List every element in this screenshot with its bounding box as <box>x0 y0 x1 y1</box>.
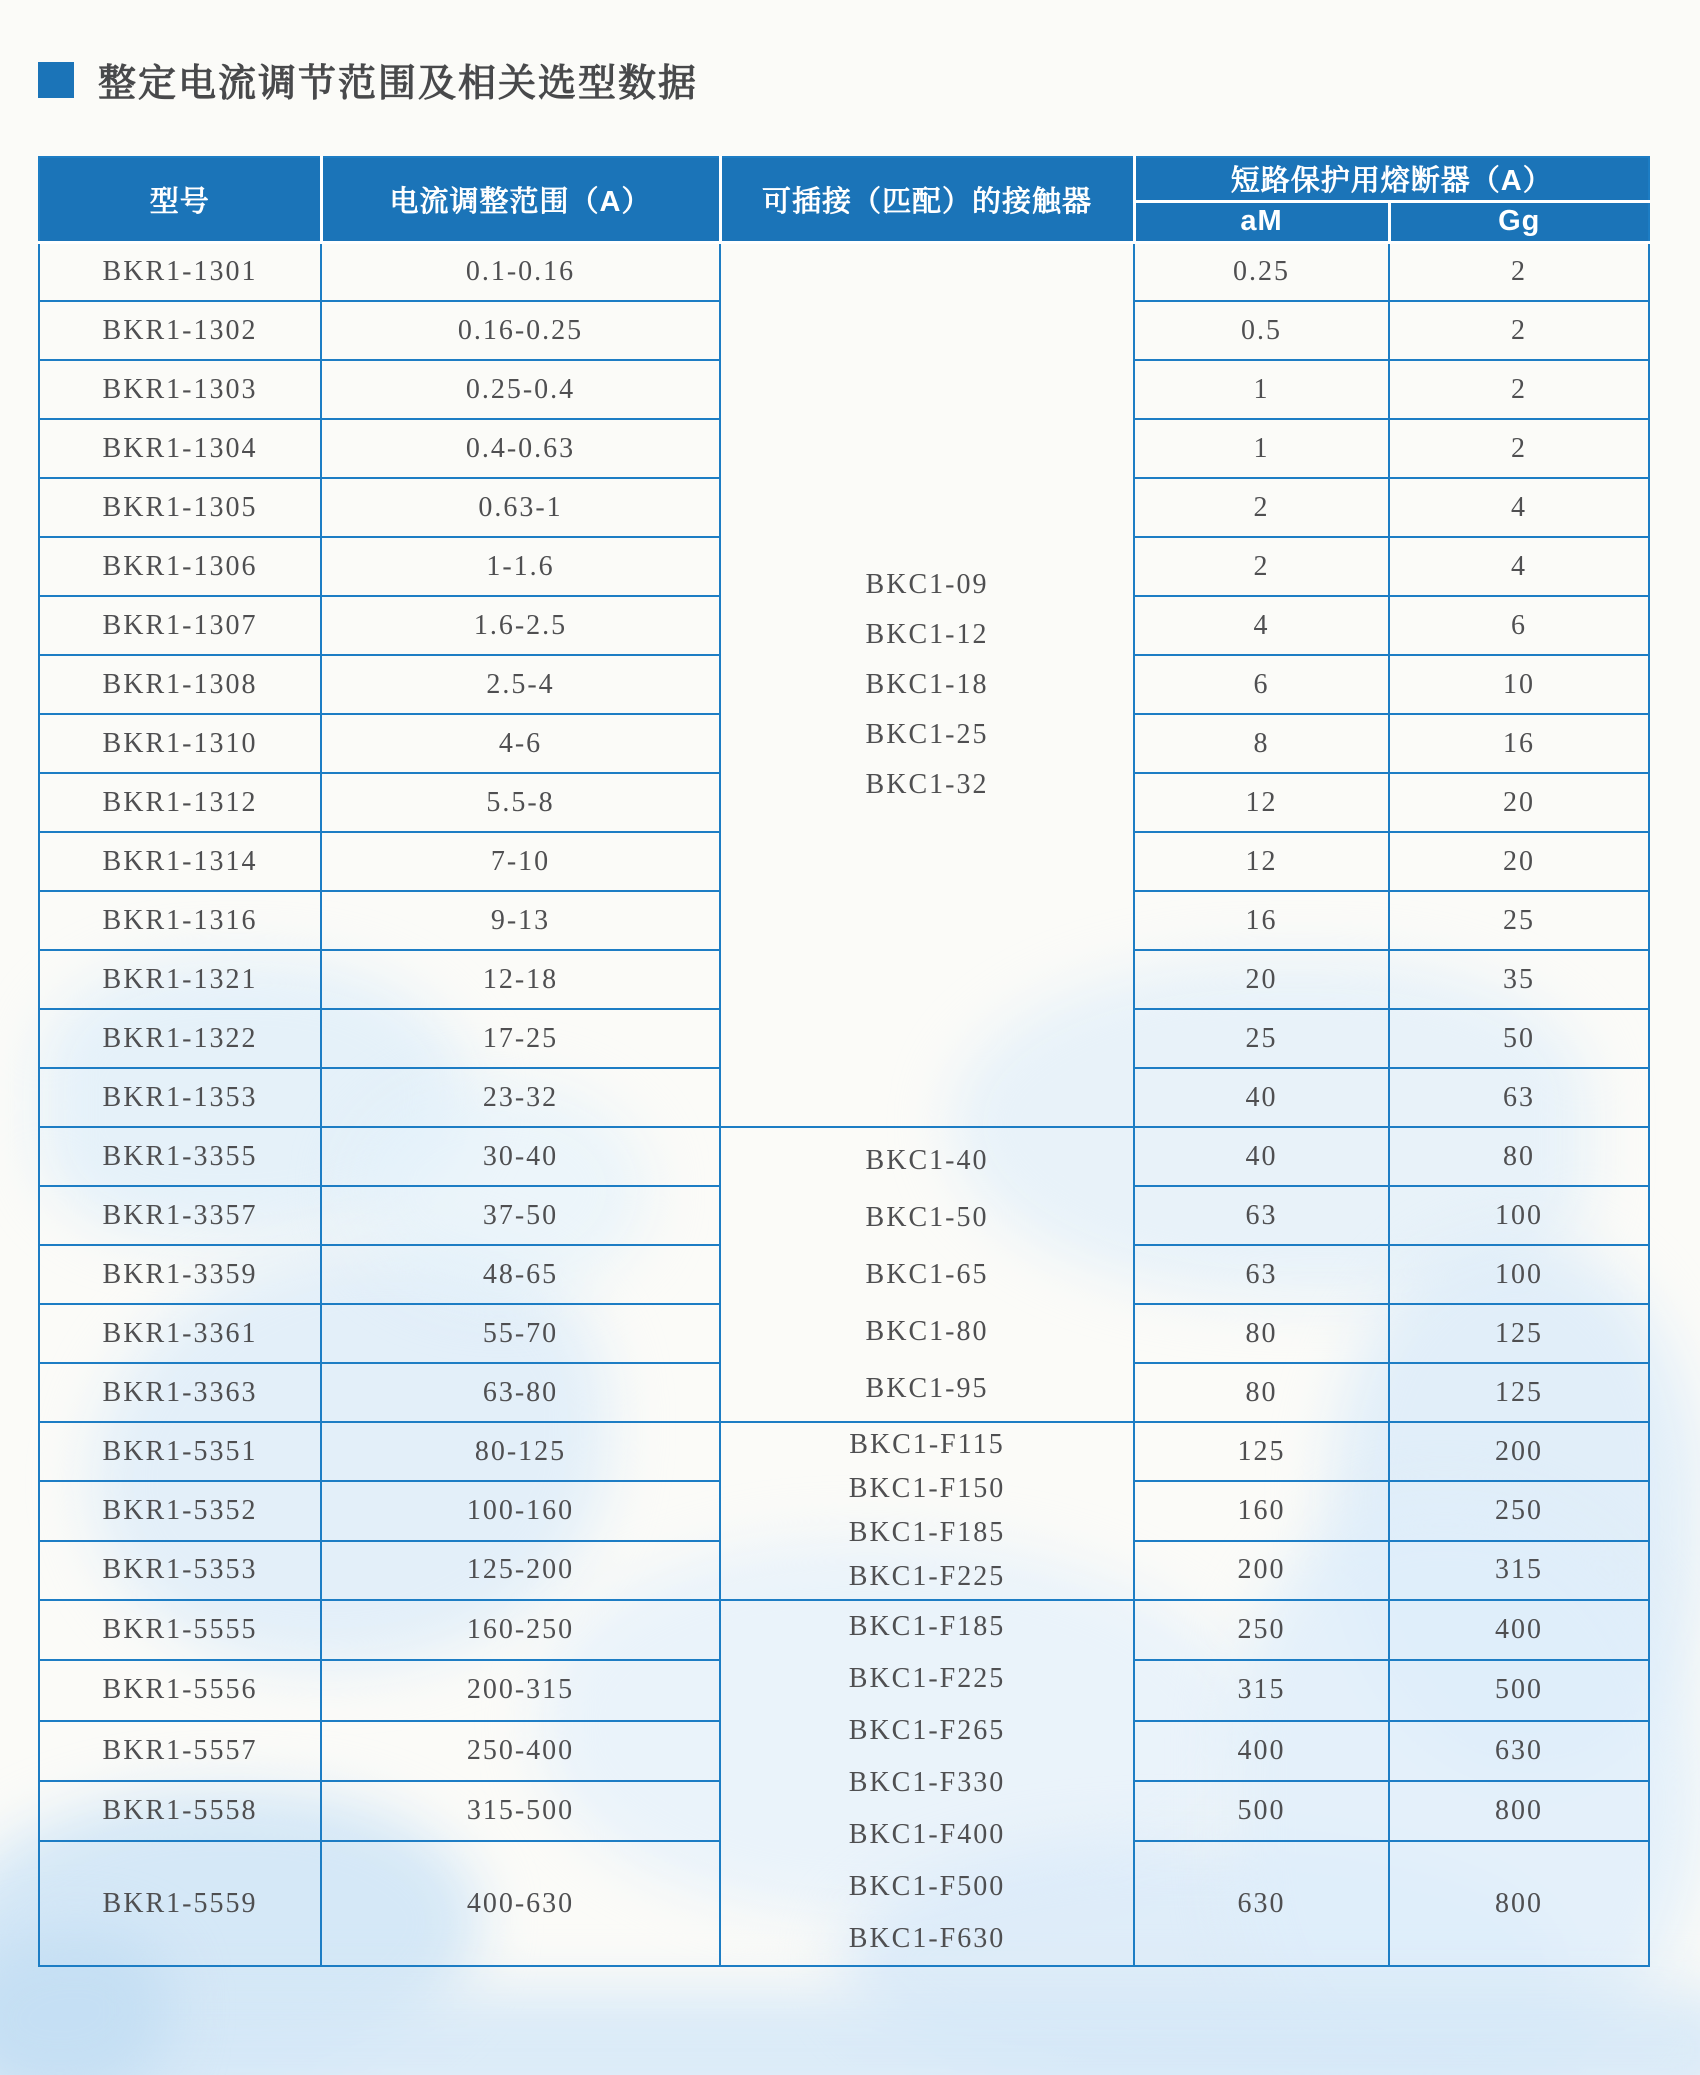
range-cell: 200-315 <box>321 1660 720 1720</box>
fuse-am-cell: 630 <box>1134 1841 1389 1966</box>
fuse-am-cell: 400 <box>1134 1721 1389 1781</box>
model-cell: BKR1-1307 <box>39 596 321 655</box>
contactor-line: BKC1-18 <box>865 668 989 700</box>
table-row <box>39 1600 1649 1660</box>
table-row <box>39 1127 1649 1186</box>
watermark-shape <box>0 1990 1700 2075</box>
fuse-gg-cell: 80 <box>1389 1127 1649 1186</box>
fuse-gg-cell: 10 <box>1389 655 1649 714</box>
model-cell: BKR1-5353 <box>39 1541 321 1600</box>
range-cell: 48-65 <box>321 1245 720 1304</box>
range-cell: 63-80 <box>321 1363 720 1422</box>
contactor-cell <box>720 242 1134 1127</box>
model-cell: BKR1-1316 <box>39 891 321 950</box>
fuse-am-cell: 6 <box>1134 655 1389 714</box>
model-cell: BKR1-5558 <box>39 1781 321 1841</box>
contactor-line: BKC1-95 <box>865 1373 989 1404</box>
fuse-am-cell: 4 <box>1134 596 1389 655</box>
contactor-line: BKC1-F115 <box>849 1429 1005 1460</box>
contactor-cell <box>720 1600 1134 1966</box>
fuse-am-cell: 0.5 <box>1134 301 1389 360</box>
selection-data-table <box>38 156 1650 1967</box>
fuse-am-cell: 0.25 <box>1134 242 1389 301</box>
contactor-line: BKC1-F265 <box>848 1715 1006 1746</box>
fuse-am-cell: 40 <box>1134 1127 1389 1186</box>
model-cell: BKR1-3357 <box>39 1186 321 1245</box>
contactor-line: BKC1-F225 <box>848 1561 1006 1592</box>
range-cell: 23-32 <box>321 1068 720 1127</box>
model-cell: BKR1-1302 <box>39 301 321 360</box>
contactor-line: BKC1-25 <box>865 718 989 750</box>
fuse-gg-cell: 315 <box>1389 1541 1649 1600</box>
model-cell: BKR1-1310 <box>39 714 321 773</box>
fuse-gg-cell: 200 <box>1389 1422 1649 1481</box>
contactor-line: BKC1-32 <box>865 768 989 800</box>
range-cell: 30-40 <box>321 1127 720 1186</box>
fuse-gg-cell: 2 <box>1389 301 1649 360</box>
fuse-gg-cell: 125 <box>1389 1363 1649 1422</box>
model-cell: BKR1-1306 <box>39 537 321 596</box>
contactor-line: BKC1-65 <box>865 1259 989 1290</box>
fuse-gg-cell: 100 <box>1389 1245 1649 1304</box>
fuse-am-cell: 200 <box>1134 1541 1389 1600</box>
model-cell: BKR1-5556 <box>39 1660 321 1720</box>
model-cell: BKR1-5351 <box>39 1422 321 1481</box>
range-cell: 4-6 <box>321 714 720 773</box>
range-cell: 125-200 <box>321 1541 720 1600</box>
range-cell: 0.4-0.63 <box>321 419 720 478</box>
fuse-gg-cell: 4 <box>1389 478 1649 537</box>
fuse-gg-cell: 400 <box>1389 1600 1649 1660</box>
contactor-line: BKC1-09 <box>865 568 989 600</box>
range-cell: 1-1.6 <box>321 537 720 596</box>
contactor-line: BKC1-F330 <box>848 1767 1006 1798</box>
contactor-line: BKC1-50 <box>865 1202 989 1233</box>
range-cell: 0.1-0.16 <box>321 242 720 301</box>
contactor-line: BKC1-80 <box>865 1316 989 1347</box>
contactor-line: BKC1-F225 <box>848 1663 1006 1694</box>
section-title-row <box>38 52 698 107</box>
model-cell: BKR1-5559 <box>39 1841 321 1966</box>
fuse-am-cell: 80 <box>1134 1304 1389 1363</box>
model-cell: BKR1-1304 <box>39 419 321 478</box>
model-cell: BKR1-1353 <box>39 1068 321 1127</box>
fuse-am-cell: 63 <box>1134 1245 1389 1304</box>
fuse-am-cell: 25 <box>1134 1009 1389 1068</box>
contactor-line: BKC1-F630 <box>848 1923 1006 1954</box>
fuse-am-cell: 125 <box>1134 1422 1389 1481</box>
fuse-am-cell: 250 <box>1134 1600 1389 1660</box>
fuse-gg-cell: 630 <box>1389 1721 1649 1781</box>
table-row <box>39 1422 1649 1481</box>
range-cell: 5.5-8 <box>321 773 720 832</box>
fuse-gg-cell: 800 <box>1389 1841 1649 1966</box>
fuse-am-cell: 160 <box>1134 1481 1389 1540</box>
title-bullet-icon <box>38 62 74 98</box>
fuse-am-cell: 2 <box>1134 537 1389 596</box>
fuse-gg-cell: 2 <box>1389 419 1649 478</box>
fuse-gg-cell: 800 <box>1389 1781 1649 1841</box>
model-cell: BKR1-5352 <box>39 1481 321 1540</box>
fuse-gg-cell: 2 <box>1389 242 1649 301</box>
range-cell: 12-18 <box>321 950 720 1009</box>
range-cell: 2.5-4 <box>321 655 720 714</box>
fuse-am-cell: 63 <box>1134 1186 1389 1245</box>
header-fuse: 短路保护用熔断器（A） <box>1134 157 1649 201</box>
model-cell: BKR1-1321 <box>39 950 321 1009</box>
range-cell: 1.6-2.5 <box>321 596 720 655</box>
header-fuse-am: aM <box>1134 201 1389 242</box>
model-cell: BKR1-5557 <box>39 1721 321 1781</box>
fuse-gg-cell: 20 <box>1389 832 1649 891</box>
range-cell: 100-160 <box>321 1481 720 1540</box>
model-cell: BKR1-3363 <box>39 1363 321 1422</box>
header-contactor: 可插接（匹配）的接触器 <box>720 157 1134 242</box>
fuse-gg-cell: 50 <box>1389 1009 1649 1068</box>
contactor-line: BKC1-F500 <box>848 1871 1006 1902</box>
contactor-line: BKC1-F185 <box>848 1611 1006 1642</box>
fuse-am-cell: 315 <box>1134 1660 1389 1720</box>
header-fuse-gg: Gg <box>1389 201 1649 242</box>
fuse-am-cell: 16 <box>1134 891 1389 950</box>
fuse-am-cell: 500 <box>1134 1781 1389 1841</box>
range-cell: 80-125 <box>321 1422 720 1481</box>
model-cell: BKR1-3355 <box>39 1127 321 1186</box>
fuse-am-cell: 1 <box>1134 419 1389 478</box>
fuse-gg-cell: 35 <box>1389 950 1649 1009</box>
fuse-gg-cell: 20 <box>1389 773 1649 832</box>
table-row <box>39 242 1649 301</box>
model-cell: BKR1-5555 <box>39 1600 321 1660</box>
fuse-gg-cell: 6 <box>1389 596 1649 655</box>
fuse-gg-cell: 16 <box>1389 714 1649 773</box>
page-title: 整定电流调节范围及相关选型数据 <box>98 63 699 105</box>
fuse-am-cell: 1 <box>1134 360 1389 419</box>
range-cell: 9-13 <box>321 891 720 950</box>
range-cell: 250-400 <box>321 1721 720 1781</box>
model-cell: BKR1-1322 <box>39 1009 321 1068</box>
fuse-gg-cell: 63 <box>1389 1068 1649 1127</box>
contactor-line: BKC1-12 <box>865 618 989 650</box>
contactor-line: BKC1-F150 <box>848 1473 1006 1504</box>
range-cell: 315-500 <box>321 1781 720 1841</box>
model-cell: BKR1-3361 <box>39 1304 321 1363</box>
fuse-am-cell: 8 <box>1134 714 1389 773</box>
model-cell: BKR1-3359 <box>39 1245 321 1304</box>
fuse-gg-cell: 125 <box>1389 1304 1649 1363</box>
header-range: 电流调整范围（A） <box>321 157 720 242</box>
fuse-am-cell: 40 <box>1134 1068 1389 1127</box>
fuse-gg-cell: 25 <box>1389 891 1649 950</box>
model-cell: BKR1-1308 <box>39 655 321 714</box>
contactor-line: BKC1-40 <box>865 1145 989 1176</box>
fuse-gg-cell: 500 <box>1389 1660 1649 1720</box>
range-cell: 55-70 <box>321 1304 720 1363</box>
range-cell: 400-630 <box>321 1841 720 1966</box>
range-cell: 0.63-1 <box>321 478 720 537</box>
range-cell: 37-50 <box>321 1186 720 1245</box>
model-cell: BKR1-1305 <box>39 478 321 537</box>
range-cell: 7-10 <box>321 832 720 891</box>
fuse-gg-cell: 100 <box>1389 1186 1649 1245</box>
range-cell: 0.25-0.4 <box>321 360 720 419</box>
fuse-gg-cell: 4 <box>1389 537 1649 596</box>
fuse-am-cell: 2 <box>1134 478 1389 537</box>
range-cell: 160-250 <box>321 1600 720 1660</box>
fuse-am-cell: 12 <box>1134 832 1389 891</box>
table-header <box>39 157 1649 242</box>
model-cell: BKR1-1303 <box>39 360 321 419</box>
model-cell: BKR1-1301 <box>39 242 321 301</box>
contactor-line: BKC1-F185 <box>848 1517 1006 1548</box>
fuse-am-cell: 20 <box>1134 950 1389 1009</box>
fuse-gg-cell: 250 <box>1389 1481 1649 1540</box>
range-cell: 17-25 <box>321 1009 720 1068</box>
header-model: 型号 <box>39 157 321 242</box>
contactor-cell <box>720 1127 1134 1422</box>
contactor-line: BKC1-F400 <box>848 1819 1006 1850</box>
fuse-am-cell: 80 <box>1134 1363 1389 1422</box>
fuse-am-cell: 12 <box>1134 773 1389 832</box>
table-body <box>39 242 1649 1966</box>
contactor-cell <box>720 1422 1134 1600</box>
fuse-gg-cell: 2 <box>1389 360 1649 419</box>
range-cell: 0.16-0.25 <box>321 301 720 360</box>
model-cell: BKR1-1314 <box>39 832 321 891</box>
model-cell: BKR1-1312 <box>39 773 321 832</box>
